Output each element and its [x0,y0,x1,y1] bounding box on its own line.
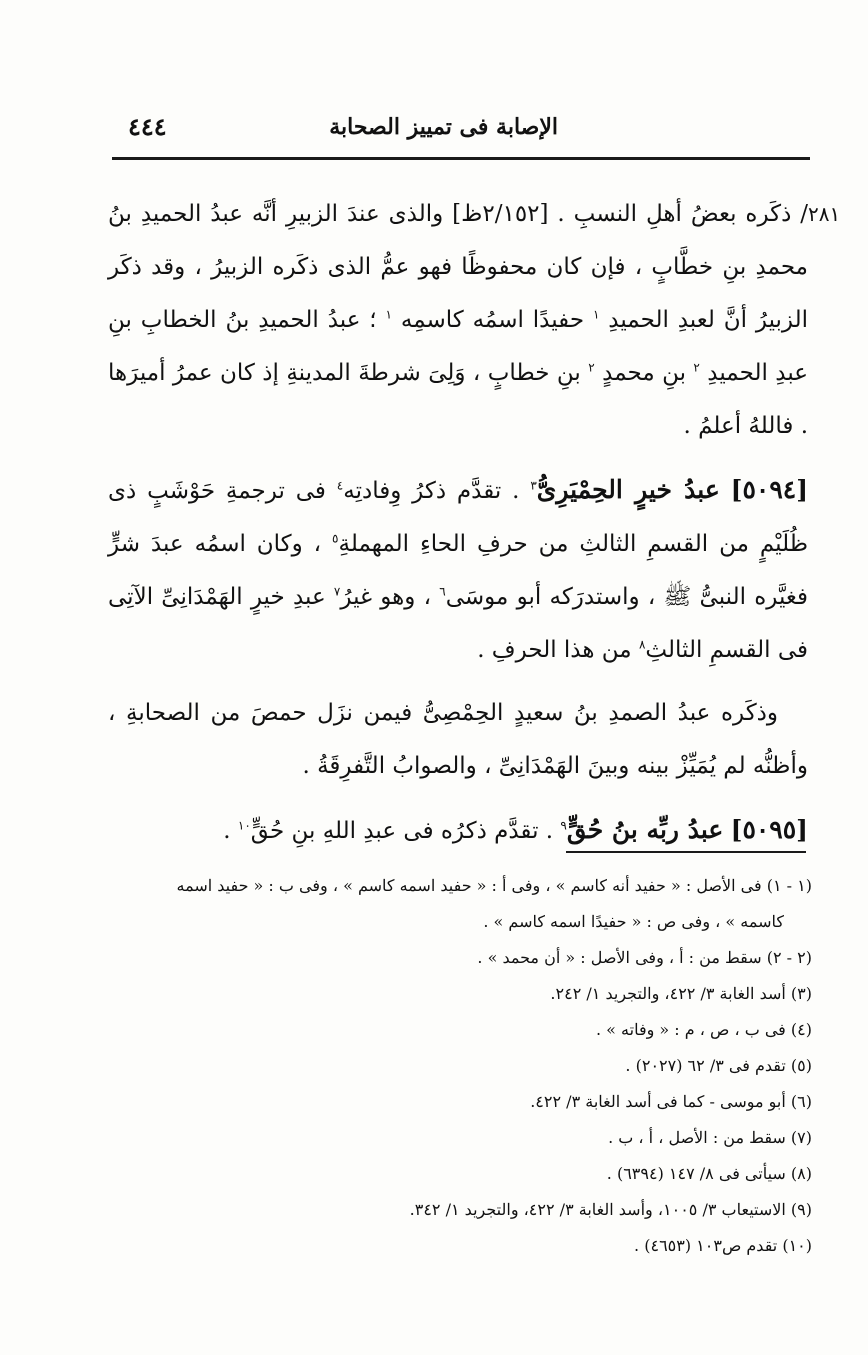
footnote-ref: ٢ [693,360,700,375]
footnote: (٢ - ٢) سقط من : أ ، وفى الأصل : « أن محمد » . [477,948,812,967]
running-header [118,108,808,148]
footnote-ref: ٥ [332,531,339,546]
entry-number: [٥٠٩٥] [730,815,808,844]
footnote: (١ - ١) فى الأصل : « حفيد أنه كاسم » ، وفى أ : « حفيد اسمه كاسم » ، وفى ب : « حفيد اسمه [176,876,812,895]
footnote: (٨) سيأتى فى ٨/ ١٤٧ (٦٣٩٤) . [606,1164,812,1183]
header-rule [112,157,810,160]
footnote-ref: ٧ [333,584,341,599]
footnotes [112,868,812,1264]
footnote-ref: ١ [385,307,392,322]
entry-5094: [٥٠٩٤] عبدُ خيرٍ الحِمْيَرِىُّ$^٣$ . تقدَّم ذكرُ وِفادتِه$^٤$ فى ترجمةِ حَوْشَبٍ ذى ظُلَيْمٍ من القسمِ الثالثِ من حرفِ الحاءِ المهملةِ$^٥$ ، وكان اسمُه عبدَ شرٍّ فغيَّره النبىُّ ﷺ ، واستدرَكه أبو موسَى$^٦$ ، وهو غيرُ$^٧$ عبدِ خيرٍ الهَمْدَانِىِّ الآتِى فى القسمِ الثالثِ$^٨$ من هذا الحرفِ . [108,475,809,663]
main-text [108,188,808,858]
footnote: (٧) سقط من : الأصل ، أ ، ب . [608,1128,812,1147]
footnote-ref: ٣ [530,478,537,493]
footnote-rule [566,851,806,853]
entry-5094-paragraph-2: وذكَره عبدُ الصمدِ بنُ سعيدٍ الحِمْصِىُّ فيمن نزَل حمصَ من الصحابةِ ، وأظنُّه لم يُمَيِّزْ بينه وبينَ الهَمْدَانِىِّ ، والصوابُ التَّفرِقَةُ . [108,700,808,779]
header-title: الإصابة فى تمييز الصحابة [329,114,558,140]
footnote: (٩) الاستيعاب ٣/ ١٠٠٥، وأسد الغابة ٣/ ٤٢٢، والتجريد ١/ ٣٤٢. [409,1200,812,1219]
footnote-ref: ١٠ [237,818,251,833]
entry-name: عبدُ خيرٍ الحِمْيَرِىُّ [536,475,720,504]
footnote-ref: ٩ [560,818,567,833]
footnote-ref: ٢ [588,360,595,375]
entry-number: [٥٠٩٤] [730,475,809,504]
footnote: (٤) فى ب ، ص ، م : « وفاته » . [596,1020,812,1039]
entry-5095: [٥٠٩٥] عبدُ ربِّه بنُ حُقٍّ$^٩$ . تقدَّم ذكرُه فى عبدِ اللهِ بنِ حُقٍّ$^{١٠}$ . [223,815,808,844]
footnote: (٥) تقدم فى ٣/ ٦٢ (٢٠٢٧) . [625,1056,812,1075]
footnote-ref: ٨ [638,637,646,652]
margin-page-marker: ٢٨١ [808,202,841,226]
footnote: (٣) أسد الغابة ٣/ ٤٢٢، والتجريد ١/ ٢٤٢. [550,984,812,1003]
footnote-ref: ١ [592,307,600,322]
entry-name: عبدُ ربِّه بنُ حُقٍّ [566,815,724,844]
footnote-ref: ٤ [336,478,344,493]
footnote-continuation: كاسمه » ، وفى ص : « حفيدًا اسمه كاسم » . [483,912,784,931]
paragraph-1: / ذكَره بعضُ أهلِ النسبِ . [٢/١٥٢ظ] والذى عندَ الزبيرِ أنَّه عبدُ الحميدِ بنُ محمدِ بنِ خطَّابٍ ، فإن كان محفوظًا فهو عمُّ الذى ذكَره الزبيرُ ، وقد ذكَر الزبيرُ أنَّ لعبدِ الحميدِ $^١$ حفيدًا اسمُه كاسمِه $^١$ ؛ عبدُ الحميدِ بنُ الخطابِ بنِ عبدِ الحميدِ $^٢$ بنِ محمدٍ $^٢$ بنِ خطابٍ ، وَلِىَ شرطةَ المدينةِ إذ كان عمرُ أميرَها . فاللهُ أعلمُ . [108,201,809,439]
footnote-ref: ٦ [439,584,446,599]
footnote: (٦) أبو موسى - كما فى أسد الغابة ٣/ ٤٢٢. [530,1092,812,1111]
footnote: (١٠) تقدم ص١٠٣ (٤٦٥٣) . [634,1236,812,1255]
page-number: ٤٤٤ [128,112,167,141]
